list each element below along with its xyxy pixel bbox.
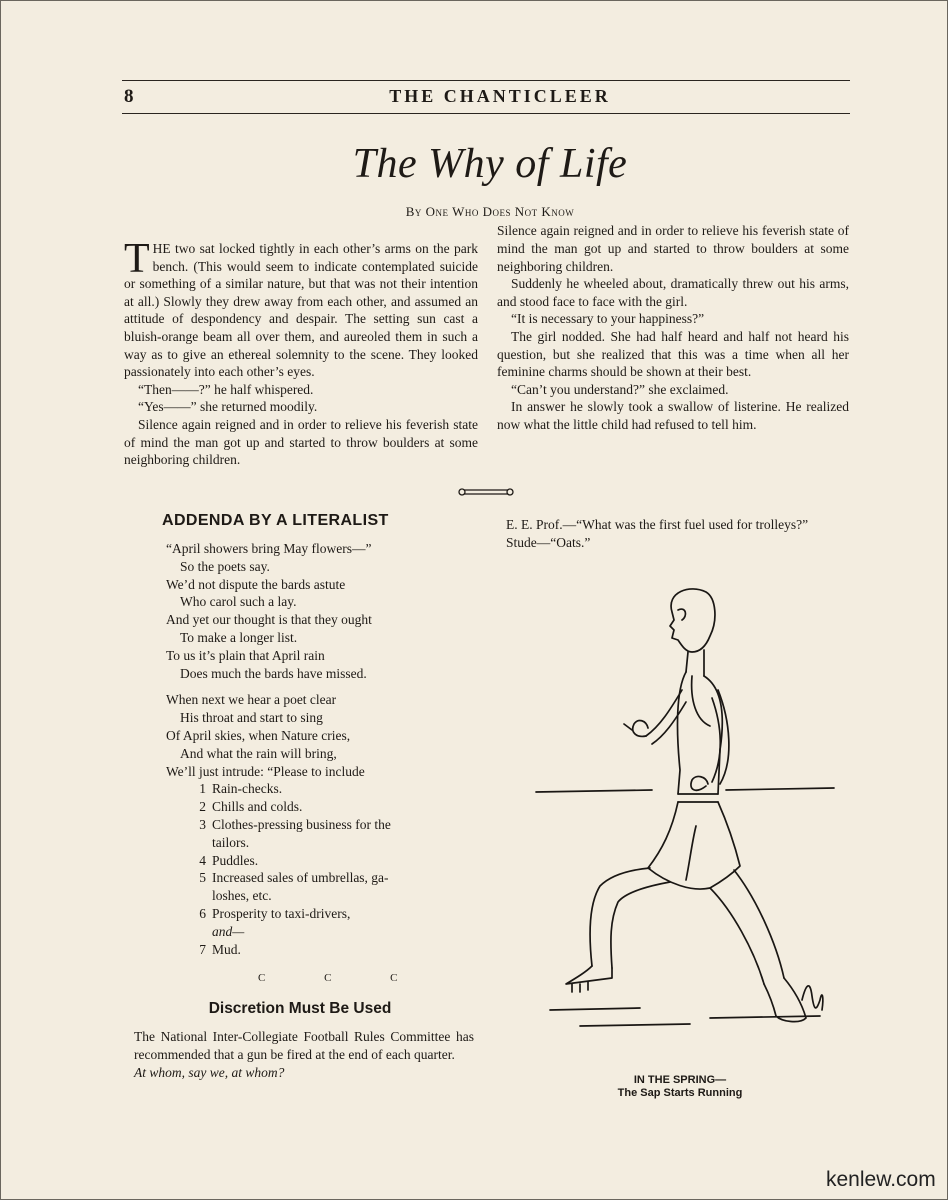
poem-line: To us it’s plain that April rain xyxy=(166,647,325,663)
article-column-left xyxy=(124,236,478,468)
caption-line-2: The Sap Starts Running xyxy=(617,1087,743,1099)
caption-line-1: IN THE SPRING— xyxy=(633,1074,727,1086)
discretion-body xyxy=(134,1028,474,1081)
list-item: 4 Puddles. xyxy=(199,852,259,868)
article-paragraph-4-continued xyxy=(497,222,849,275)
scroll-ornament-icon xyxy=(458,486,514,498)
poem-line: Does much the bards have missed. xyxy=(180,665,367,681)
page-number: 8 xyxy=(124,86,134,107)
list-item: 2 Chills and colds. xyxy=(199,799,303,815)
list-item: 7 Mud. xyxy=(199,941,241,957)
poem-line: We’d not dispute the bards astute xyxy=(166,576,346,592)
joke-line-2: Stude—“Oats.” xyxy=(506,534,591,550)
joke-block xyxy=(506,516,848,552)
article-byline: By One Who Does Not Know xyxy=(405,204,575,219)
list-item: 5 Increased sales of umbrellas, ga- xyxy=(199,870,389,886)
list-item-continued: tailors. xyxy=(212,834,250,850)
running-man-drawing xyxy=(520,580,840,1070)
article-paragraph-7: The girl nodded. She had half heard and half not heard his question, but she realized that this was a time when all her feminine charms should be shown at their best. xyxy=(497,328,849,380)
article-paragraph-2: “Then——?” he half whispered. xyxy=(138,381,314,397)
poem-line: Of April skies, when Nature cries, xyxy=(166,727,351,743)
article-title: The Why of Life xyxy=(352,141,628,187)
header-rule-bottom xyxy=(122,113,850,114)
article-paragraph-4: Silence again reigned and in order to relieve his feverish state of mind the man got up and started to throw boulders at some neighboring children. xyxy=(124,416,478,468)
article-paragraph-6: “It is necessary to your happiness?” xyxy=(511,311,705,327)
article-paragraph-3: “Yes——” she returned moodily. xyxy=(138,399,318,415)
masthead: THE CHANTICLEER xyxy=(389,86,611,106)
poem-line: His throat and start to sing xyxy=(180,710,323,726)
list-item: 3 Clothes-pressing business for the xyxy=(199,816,391,832)
poem-line: “April showers bring May flowers—” xyxy=(166,541,372,556)
list-item: 1 Rain-checks. xyxy=(199,781,283,797)
section-separator: C C C xyxy=(258,972,426,984)
list-and: and— xyxy=(212,923,245,939)
watermark: kenlew.com xyxy=(826,1168,936,1191)
list-item: 6 Prosperity to taxi-drivers, xyxy=(199,905,351,921)
poem-line: And yet our thought is that they ought xyxy=(166,612,372,628)
header-rule-top xyxy=(122,80,850,81)
poem-line: So the poets say. xyxy=(180,558,270,574)
list-item-continued: loshes, etc. xyxy=(212,888,272,904)
joke-line-1: E. E. Prof.—“What was the first fuel used for trolleys?” xyxy=(506,517,809,532)
article-paragraph-5: Suddenly he wheeled about, dramatically threw out his arms, and stood face to face with the girl. xyxy=(497,276,849,309)
article-paragraph-1: THE two sat locked tightly in each other’s arms on the park bench. (This would seem to indicate contemplated suicide or something of a similar nature, but that was not their intention at all.) Slowly they drew away from each other, and assumed an attitude of despondency and despair. The setting sun cast a bluish-orange beam all over them, and aureoled them in such a way as to give an ethereal solemnity to the scene. They looked passionately into each other’s eyes. xyxy=(124,236,478,380)
illustration-caption xyxy=(560,1074,800,1100)
poem-line: We’ll just intrude: “Please to include xyxy=(166,763,365,779)
article-column-right xyxy=(497,223,849,434)
discretion-heading: Discretion Must Be Used xyxy=(208,1000,392,1017)
poem-line: Who carol such a lay. xyxy=(180,594,297,610)
drop-cap: T xyxy=(124,236,150,282)
addenda-heading: ADDENDA BY A LITERALIST xyxy=(162,512,389,529)
article-paragraph-8: “Can’t you understand?” she exclaimed. xyxy=(511,381,729,397)
discretion-paragraph: The National Inter-Collegiate Football Rules Committee has recommended that a gun be fired at the end of each quarter. xyxy=(134,1029,474,1062)
poem-line: To make a longer list. xyxy=(180,629,298,645)
discretion-quip: At whom, say we, at whom? xyxy=(134,1064,285,1080)
article-paragraph-4-overflow: Silence again reigned and in order to relieve his feverish state of mind the man got up and started to throw boulders at some neighboring children. xyxy=(497,223,849,274)
poem-line: And what the rain will bring, xyxy=(180,745,337,761)
addenda-poem xyxy=(166,540,466,958)
article-paragraph-9: In answer he slowly took a swallow of listerine. He realized now what the little child had refused to tell him. xyxy=(497,399,849,432)
poem-line: When next we hear a poet clear xyxy=(166,692,337,708)
